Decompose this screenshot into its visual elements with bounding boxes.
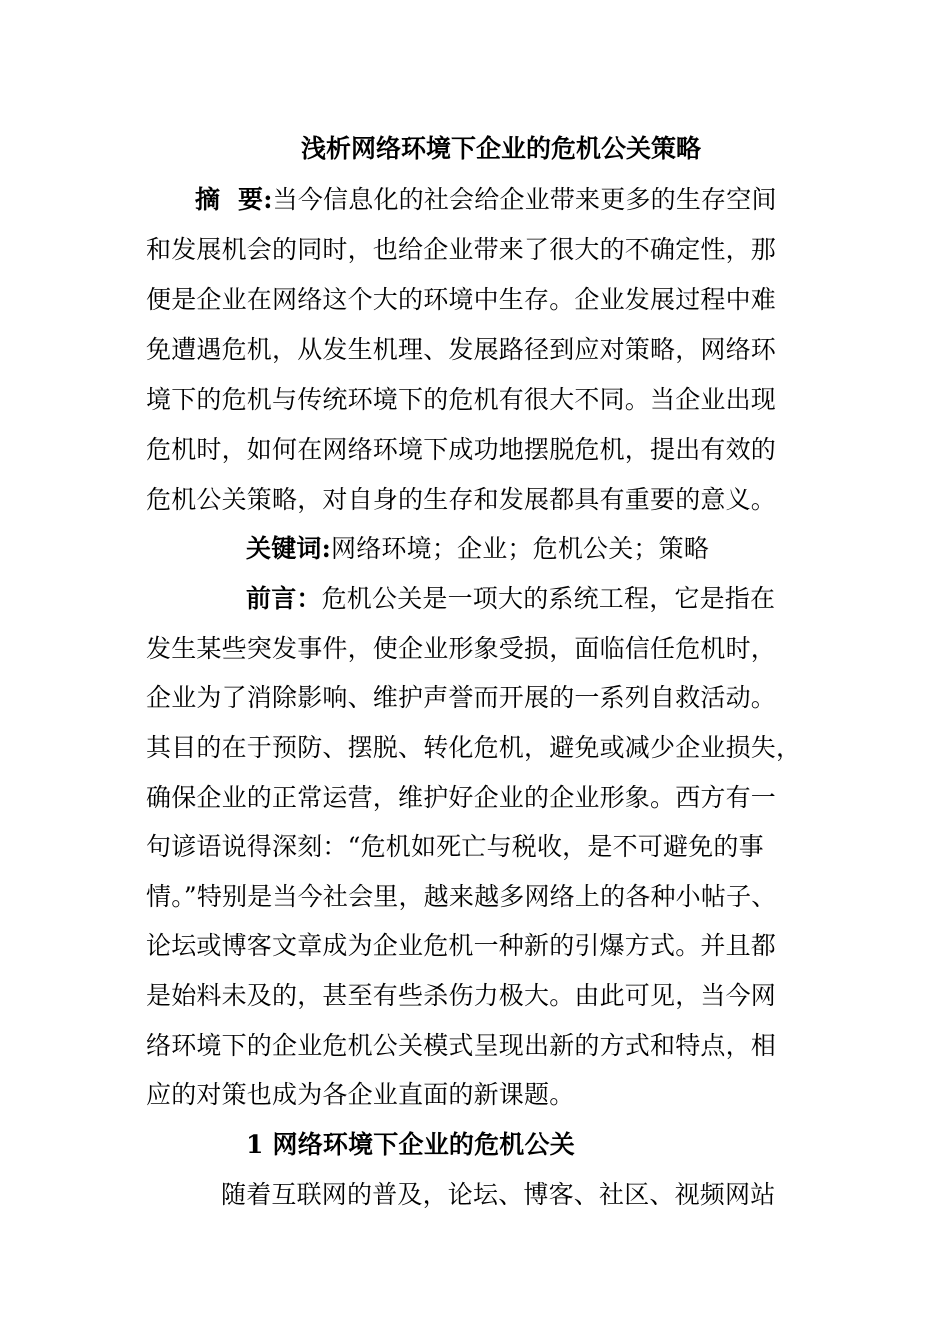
- abstract-line: 境下的危机与传统环境下的危机有很大不同。当企业出现: [146, 385, 777, 414]
- abstract-label: 摘 要:: [195, 185, 273, 214]
- preface-line: 络环境下的企业危机公关模式呈现出新的方式和特点，相: [146, 1031, 777, 1060]
- keywords-label: 关键词:: [246, 534, 332, 563]
- preface-line: 论坛或博客文章成为企业危机一种新的引爆方式。并且都: [146, 931, 777, 960]
- section-heading: 1 网络环境下企业的危机公关: [246, 1130, 575, 1159]
- section-line: 随着互联网的普及，论坛、博客、社区、视频网站: [221, 1180, 776, 1209]
- preface-label: 前言：: [246, 584, 322, 613]
- preface-line: 其目的在于预防、摆脱、转化危机，避免或减少企业损失，: [146, 733, 802, 762]
- abstract-first-line: [195, 175, 777, 225]
- preface-line: 发生某些突发事件，使企业形象受损，面临信任危机时，: [146, 634, 777, 663]
- preface-first-line: [246, 574, 775, 624]
- abstract-line: 危机时，如何在网络环境下成功地摆脱危机，提出有效的: [146, 435, 777, 464]
- preface-line: 情。”特别是当今社会里，越来越多网络上的各种小帖子、: [146, 882, 777, 911]
- document-title: 浅析网络环境下企业的危机公关策略: [300, 134, 701, 163]
- keywords-text: 网络环境；企业；危机公关；策略: [331, 534, 710, 563]
- preface-line: 是始料未及的，甚至有些杀伤力极大。由此可见，当今网: [146, 981, 777, 1010]
- abstract-line: 免遭遇危机，从发生机理、发展路径到应对策略，网络环: [146, 335, 777, 364]
- keywords-line: [246, 524, 709, 574]
- abstract-line: 便是企业在网络这个大的环境中生存。企业发展过程中难: [146, 285, 777, 314]
- preface-line: 确保企业的正常运营，维护好企业的企业形象。西方有一: [146, 783, 777, 812]
- preface-line: 句谚语说得深刻：“危机如死亡与税收，是不可避免的事: [146, 832, 764, 861]
- abstract-line: 危机公关策略，对自身的生存和发展都具有重要的意义。: [146, 485, 777, 514]
- abstract-line: 当今信息化的社会给企业带来更多的生存空间: [272, 185, 777, 214]
- preface-line: 企业为了消除影响、维护声誉而开展的一系列自救活动。: [146, 683, 777, 712]
- abstract-line: 和发展机会的同时，也给企业带来了很大的不确定性，那: [146, 235, 777, 264]
- preface-line: 应的对策也成为各企业直面的新课题。: [146, 1080, 575, 1109]
- preface-line: 危机公关是一项大的系统工程，它是指在: [321, 584, 776, 613]
